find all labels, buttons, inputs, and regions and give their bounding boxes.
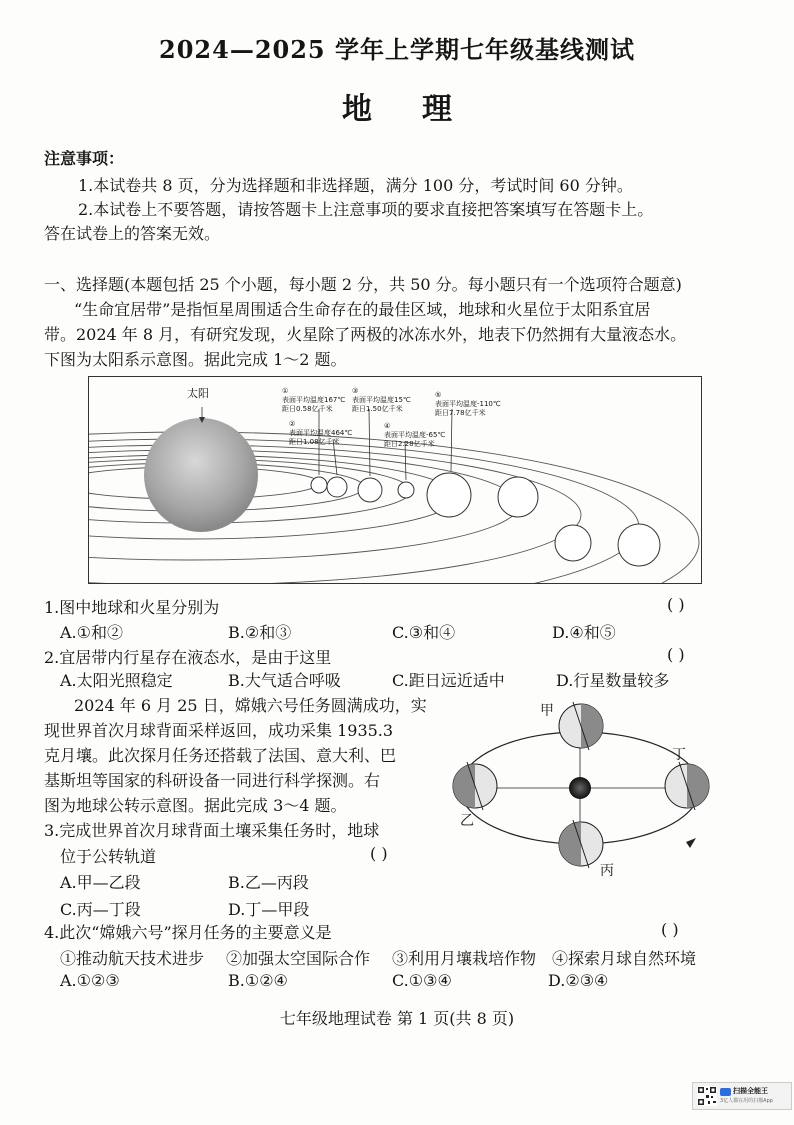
q1-option-d: D.④和⑤: [552, 623, 616, 642]
sun-label: 太阳: [187, 387, 209, 400]
earth-jia: [559, 702, 603, 750]
q4-choice-3: ③利用月壤栽培作物: [392, 949, 537, 968]
passage2-line3: 克月壤。此次探月任务还搭载了法国、意大利、巴: [44, 746, 397, 765]
q1-option-a: A.①和②: [60, 623, 123, 642]
q4-choice-4: ④探索月球自然环境: [552, 949, 697, 968]
q4-answer-paren: ( ): [661, 920, 679, 939]
planet-5-temp: 表面平均温度-110℃: [435, 400, 501, 408]
planet-5: [427, 473, 471, 517]
q4-choice-2: ②加强太空国际合作: [226, 949, 371, 968]
planet-5-number: ⑤: [435, 391, 442, 399]
planet-1-distance: 距日0.58亿千米: [282, 405, 333, 413]
planet-7: [555, 525, 591, 561]
q2-option-d: D.行星数量较多: [556, 671, 670, 690]
notice-heading: 注意事项：: [44, 149, 125, 168]
scanner-brand: 扫描全能王: [733, 1087, 768, 1095]
planet-3: [358, 478, 382, 502]
orbit-direction-arrow: [686, 838, 696, 848]
earth-revolution-diagram: [440, 688, 730, 888]
planet-2: [327, 477, 347, 497]
planet-4-distance: 距日2.28亿千米: [384, 440, 435, 448]
section1-intro-line1: “生命宜居带”是指恒星周围适合生命存在的最佳区域，地球和火星位于太阳系宜居: [74, 300, 651, 319]
notice-item-2-line1: 2.本试卷上不要答题，请按答题卡上注意事项的要求直接把答案填写在答题卡上。: [78, 200, 654, 219]
planet-4-temp: 表面平均温度-65℃: [384, 431, 446, 439]
q4-option-b: B.①②④: [228, 971, 288, 990]
exam-title: 2024—2025 学年上学期七年级基线测试: [159, 35, 635, 64]
section1-intro-line2: 带。2024 年 8 月，有研究发现，火星除了两极的冰冻水外，地表下仍然拥有大量液态水。: [44, 325, 687, 344]
earth-revolution-figure: [440, 688, 730, 888]
label-jia: 甲: [540, 703, 554, 719]
planet-6: [498, 477, 538, 517]
planet-4-number: ④: [384, 422, 391, 430]
planet-3-number: ③: [352, 387, 359, 395]
q3-option-b: B.乙—丙段: [228, 873, 309, 892]
q4-option-a: A.①②③: [60, 971, 120, 990]
qr-code-icon: [697, 1086, 717, 1106]
scanner-logo-icon: [720, 1088, 731, 1096]
sun-center: [569, 777, 591, 799]
q2-option-a: A.太阳光照稳定: [60, 671, 173, 690]
q4-choice-1: ①推动航天技术进步: [60, 949, 205, 968]
notice-item-2-line2: 答在试卷上的答案无效。: [44, 224, 221, 243]
q4-option-c: C.①③④: [392, 971, 452, 990]
planet-2-temp: 表面平均温度464℃: [289, 429, 353, 437]
earth-ding: [665, 762, 709, 810]
q3-option-a: A.甲—乙段: [60, 873, 141, 892]
planet-1-number: ①: [282, 387, 289, 395]
q4-option-d: D.②③④: [548, 971, 609, 990]
planet-4: [398, 482, 414, 498]
section1-intro-line3: 下图为太阳系示意图。据此完成 1～2 题。: [44, 350, 347, 369]
page-footer: 七年级地理试卷 第 1 页(共 8 页): [279, 1009, 515, 1028]
earth-yi: [453, 762, 497, 810]
planet-8: [618, 524, 660, 566]
planet-5-distance: 距日7.78亿千米: [435, 409, 486, 417]
planet-2-number: ②: [289, 420, 296, 428]
label-ding: 丁: [672, 747, 686, 763]
planet-1-temp: 表面平均温度167℃: [282, 396, 346, 404]
q3-option-c: C.丙—丁段: [60, 900, 141, 919]
earth-bing: [559, 820, 603, 868]
passage2-line1: 2024 年 6 月 25 日，嫦娥六号任务圆满成功，实: [74, 696, 427, 715]
notice-item-1: 1.本试卷共 8 页，分为选择题和非选择题，满分 100 分，考试时间 60 分钟。: [78, 176, 633, 195]
passage2-line2: 现世界首次月球背面采样返回，成功采集 1935.3: [44, 721, 394, 740]
scanner-subtitle: 3亿人都在用的扫描App: [720, 1098, 773, 1104]
planet-1: [311, 477, 327, 493]
q1-answer-paren: ( ): [667, 595, 685, 614]
q2-option-b: B.大气适合呼吸: [228, 671, 341, 690]
planet-2-distance: 距日1.08亿千米: [289, 438, 340, 446]
passage2-line4: 基斯坦等国家的科研设备一同进行科学探测。右: [44, 771, 381, 790]
q1-option-b: B.②和③: [228, 623, 292, 642]
q3-stem-line2: 位于公转轨道: [60, 847, 157, 866]
q4-stem: 4.此次“嫦娥六号”探月任务的主要意义是: [44, 923, 332, 942]
solar-system-figure: [88, 376, 702, 584]
q1-stem: 1.图中地球和火星分别为: [44, 598, 220, 617]
label-yi: 乙: [460, 813, 474, 829]
sun: [144, 418, 258, 532]
planet-3-distance: 距日1.50亿千米: [352, 405, 403, 413]
q2-answer-paren: ( ): [667, 645, 685, 664]
scanner-badge: [692, 1082, 792, 1110]
passage2-line5: 图为地球公转示意图。据此完成 3～4 题。: [44, 796, 347, 815]
planet-3-temp: 表面平均温度15℃: [352, 396, 411, 404]
section1-heading: 一、选择题(本题包括 25 个小题，每小题 2 分，共 50 分。每小题只有一个选项符合题意): [44, 275, 682, 294]
q2-stem: 2.宜居带内行星存在液态水，是由于这里: [44, 648, 332, 667]
subject-title: 地理: [342, 92, 502, 127]
q3-stem-line1: 3.完成世界首次月球背面土壤采集任务时，地球: [44, 821, 380, 840]
q1-option-c: C.③和④: [392, 623, 456, 642]
q3-option-d: D.丁—甲段: [228, 900, 310, 919]
label-bing: 丙: [600, 863, 614, 879]
q3-answer-paren: ( ): [370, 844, 388, 863]
q2-option-c: C.距日远近适中: [392, 671, 505, 690]
